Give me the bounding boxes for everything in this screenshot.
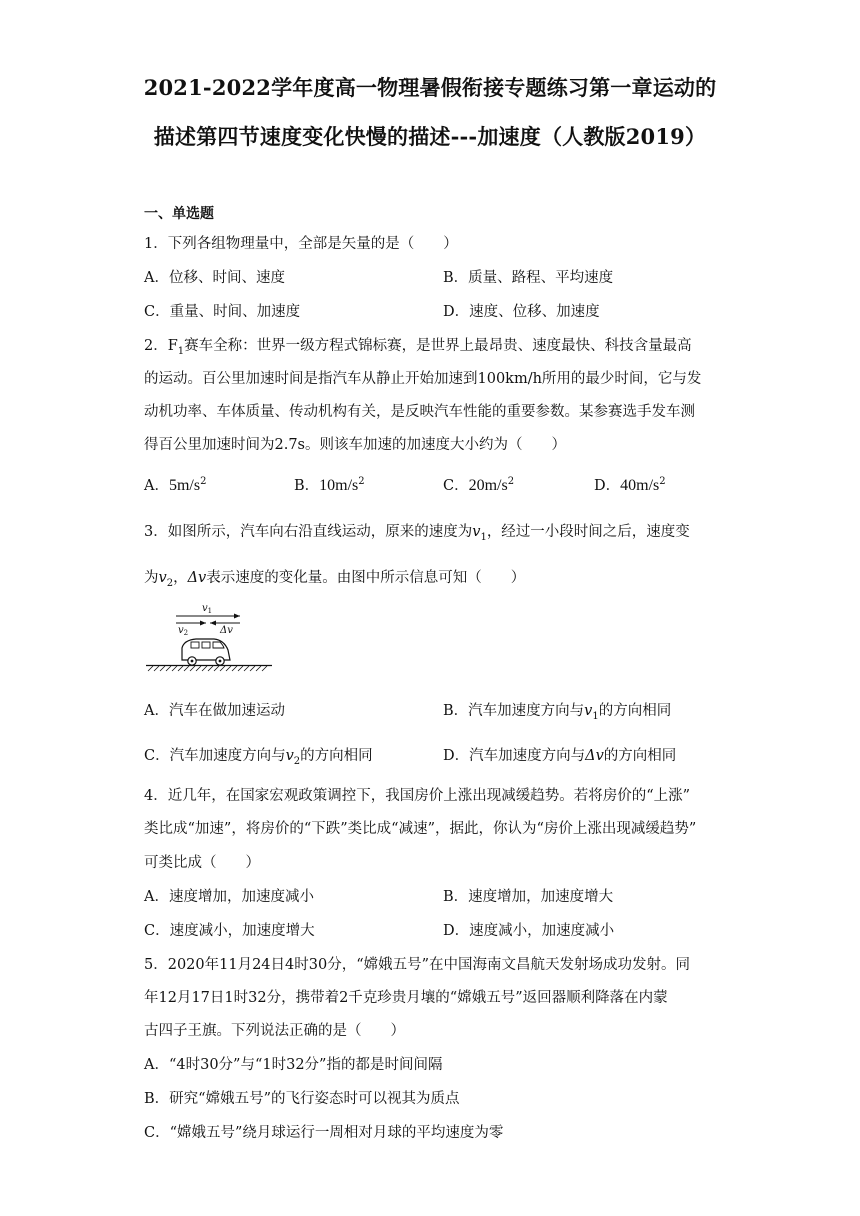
- q5-option-c: C．“嫦娥五号”绕月球运行一周相对月球的平均速度为零: [144, 1125, 504, 1141]
- q2-option-c: C．$20m/s^2$: [443, 476, 515, 494]
- q3-option-a: A．汽车在做加速运动: [144, 703, 285, 719]
- q2-option-a: A．$5m/s^2$: [144, 476, 207, 494]
- q1-option-a: A．位移、时间、速度: [144, 270, 285, 286]
- q1-option-b: B．质量、路程、平均速度: [443, 270, 614, 286]
- q4-option-d: D．速度减小，加速度减小: [443, 923, 615, 939]
- q2-option-b: B．$10m/s^2$: [294, 476, 365, 494]
- q4-line-1: 4．近几年，在国家宏观政策调控下，我国房价上涨出现减缓趋势。若将房价的“上涨”: [144, 788, 691, 804]
- q4-option-a: A．速度增加，加速度减小: [144, 889, 314, 905]
- figure-v1-label: $v_1$: [202, 603, 213, 615]
- q2-option-d: D．$40m/s^2$: [594, 476, 666, 494]
- section-heading: 一、单选题: [144, 206, 214, 222]
- document-title-line-2: 描述第四节速度变化快慢的描述---加速度（人教版2019）: [153, 124, 707, 149]
- q2-line-2: 的运动。百公里加速时间是指汽车从静止开始加速到100km/h所用的最少时间，它与发: [144, 371, 702, 387]
- q2-line-1: 2．$F_1$赛车全称：世界一级方程式锦标赛，是世界上最昂贵、速度最快、科技含量最高: [144, 338, 692, 357]
- q5-option-a: A．“4时30分”与“1时32分”指的都是时间间隔: [144, 1057, 443, 1073]
- document-title-line-1: 2021-2022学年度高一物理暑假衔接专题练习第一章运动的: [143, 75, 717, 100]
- q4-option-c: C．速度减小，加速度增大: [144, 923, 315, 939]
- q5-option-b: B．研究“嫦娥五号”的飞行姿态时可以视其为质点: [144, 1091, 460, 1107]
- q4-option-b: B．速度增加，加速度增大: [443, 889, 614, 905]
- q5-line-1: 5．2020年11月24日4时30分，“嫦娥五号”在中国海南文昌航天发射场成功发射。同: [144, 957, 691, 973]
- q4-line-2: 类比成“加速”，将房价的“下跌”类比成“减速”，据此，你认为“房价上涨出现减缓趋势”: [144, 821, 697, 837]
- q3-line-1: 3．如图所示，汽车向右沿直线运动，原来的速度为$v_1$，经过一小段时间之后，速度变: [144, 524, 690, 543]
- figure-dv-label: Δv: [220, 625, 233, 636]
- q2-line-4: 得百公里加速时间为2.7s。则该车加速的加速度大小约为（ ）: [144, 437, 566, 453]
- q1-stem: 1．下列各组物理量中，全部是矢量的是（ ）: [144, 236, 458, 252]
- car-icon: [182, 639, 230, 665]
- q3-option-c: C．汽车加速度方向与$v_2$的方向相同: [144, 748, 373, 767]
- q1-option-d: D．速度、位移、加速度: [443, 304, 600, 320]
- q4-line-3: 可类比成（ ）: [144, 855, 260, 871]
- q3-car-figure: [144, 600, 274, 672]
- q5-line-3: 古四子王旗。下列说法正确的是（ ）: [144, 1023, 405, 1039]
- q1-option-c: C．重量、时间、加速度: [144, 304, 301, 320]
- figure-v2-label: $v_2$: [178, 625, 189, 637]
- q3-option-d: D．汽车加速度方向与Δv的方向相同: [443, 748, 677, 764]
- q5-line-2: 年12月17日1时32分，携带着2千克珍贵月壤的“嫦娥五号”返回器顺利降落在内蒙: [144, 990, 668, 1006]
- q2-line-3: 动机功率、车体质量、传动机构有关，是反映汽车性能的重要参数。某参赛选手发车测: [144, 404, 695, 420]
- q3-option-b: B．汽车加速度方向与$v_1$的方向相同: [443, 703, 672, 722]
- q3-line-2: 为$v_2$，Δv表示速度的变化量。由图中所示信息可知（ ）: [144, 570, 526, 589]
